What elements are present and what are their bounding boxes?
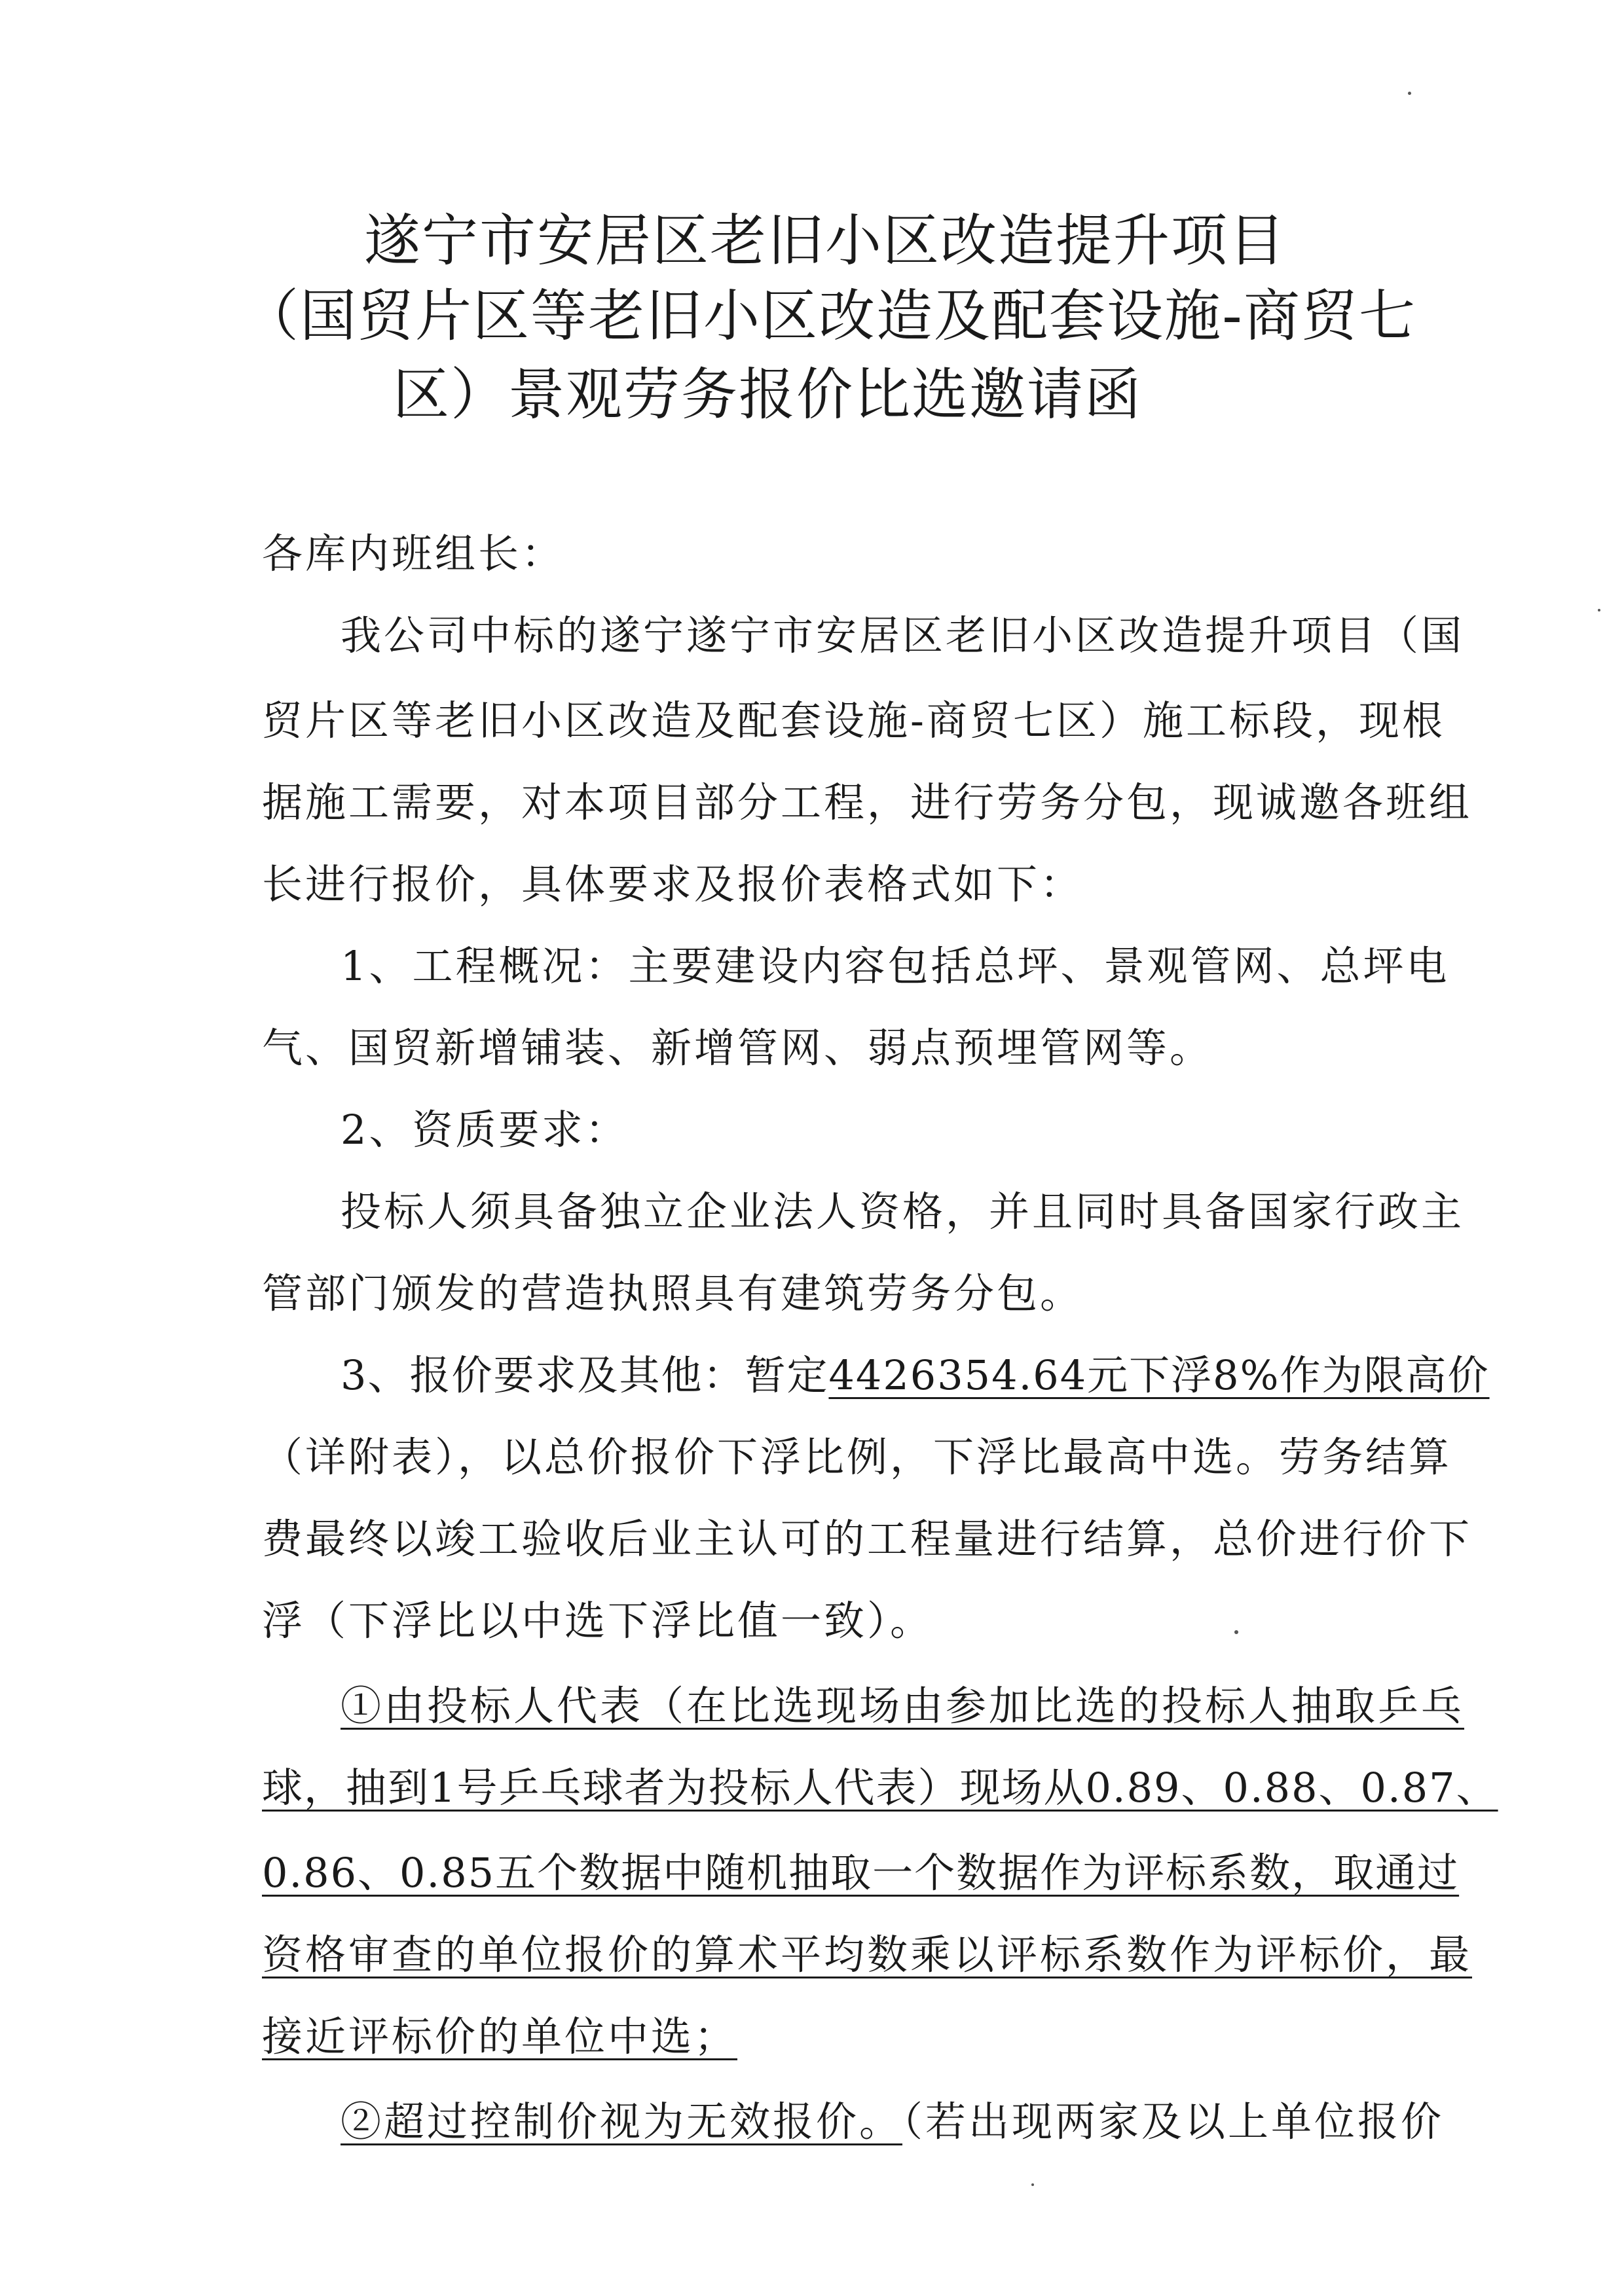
- item-1-line-4: 资格审查的单位报价的算术平均数乘以评标系数作为评标价，最: [262, 1931, 1473, 1978]
- section-3-prefix: 3、报价要求及其他：暂定: [341, 1351, 829, 1399]
- item-1-line-2: 球，抽到1号乒乓球者为投标人代表）现场从0.89、0.88、0.87、: [262, 1764, 1498, 1812]
- intro-line-4: 长进行报价，具体要求及报价表格式如下：: [262, 860, 1084, 908]
- document-title-line-3: 区）景观劳务报价比选邀请函: [393, 362, 1142, 428]
- item-2-continuation: （若出现两家及以上单位报价: [902, 2098, 1445, 2145]
- section-3-line-1: [341, 1351, 1490, 1399]
- scan-speck: [1031, 2183, 1034, 2186]
- item-1-line-3: 0.86、0.85五个数据中随机抽取一个数据作为评标系数，取通过: [262, 1849, 1460, 1897]
- section-1-line-2: 气、国贸新增铺装、新增管网、弱点预埋管网等。: [262, 1024, 1213, 1072]
- section-2-line-1: 投标人须具备独立企业法人资格，并且同时具备国家行政主: [341, 1188, 1465, 1235]
- section-3-line-4: 浮（下浮比以中选下浮比值一致）。: [262, 1597, 934, 1645]
- scan-speck: [1234, 1630, 1238, 1634]
- intro-line-2: 贸片区等老旧小区改造及配套设施-商贸七区）施工标段，现根: [262, 697, 1445, 744]
- section-2-line-2: 管部门颁发的营造执照具有建筑劳务分包。: [262, 1269, 1084, 1317]
- document-title-line-1: 遂宁市安居区老旧小区改造提升项目: [364, 208, 1286, 274]
- salutation: 各库内班组长：: [262, 530, 565, 577]
- section-3-line-2: （详附表），以总价报价下浮比例，下浮比最高中选。劳务结算: [262, 1433, 1452, 1481]
- item-2-invalid-bid-text: ②超过控制价视为无效报价。: [341, 2098, 903, 2145]
- price-cap-text: 4426354.64元下浮8%作为限高价: [828, 1351, 1490, 1399]
- item-1-line-1: ①由投标人代表（在比选现场由参加比选的投标人抽取乒乓: [341, 1682, 1465, 1730]
- intro-line-3: 据施工需要，对本项目部分工程，进行劳务分包，现诚邀各班组: [262, 778, 1473, 826]
- item-2-line-1: [341, 2098, 1445, 2145]
- scan-speck: [1598, 609, 1600, 611]
- document-title-line-2: （国贸片区等老旧小区改造及配套设施-商贸七: [242, 283, 1417, 349]
- section-1-line-1: 1、工程概况：主要建设内容包括总坪、景观管网、总坪电: [341, 942, 1450, 990]
- section-2-heading: 2、资质要求：: [341, 1106, 629, 1154]
- scan-speck: [1408, 92, 1411, 95]
- item-1-line-5: 接近评标价的单位中选；: [262, 2013, 738, 2060]
- intro-line-1: 我公司中标的遂宁遂宁市安居区老旧小区改造提升项目（国: [341, 611, 1465, 659]
- section-3-line-3: 费最终以竣工验收后业主认可的工程量进行结算，总价进行价下: [262, 1515, 1473, 1563]
